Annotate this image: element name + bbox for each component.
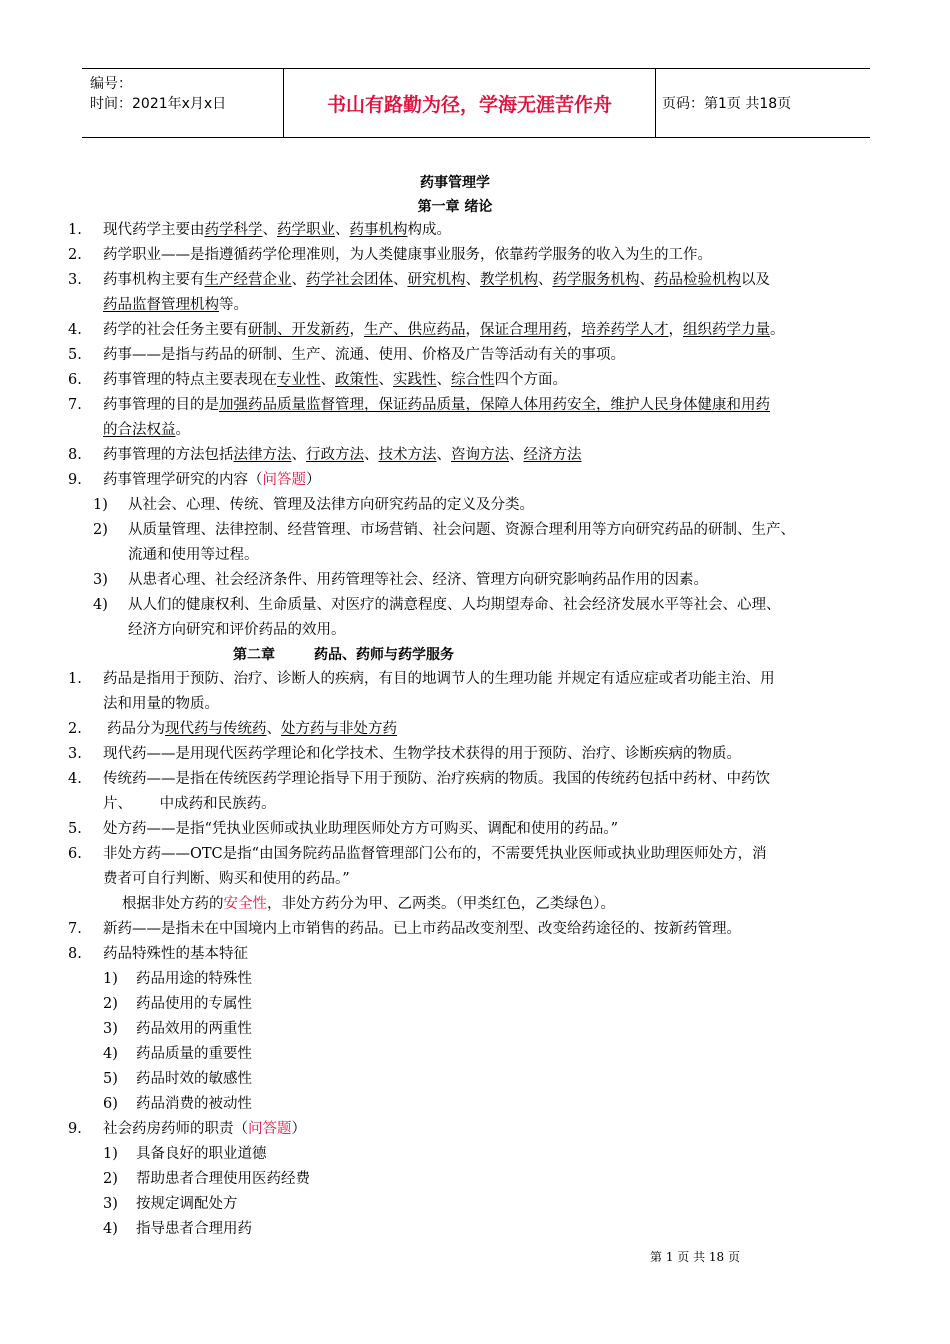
doc-title: 药事管理学 [420,175,490,191]
feature-3: 药品效用的两重性 [136,1021,252,1037]
item-number: 5. [68,347,82,363]
sub-number: 3) [103,1196,118,1212]
ch1-item-6: 药事管理的特点主要表现在专业性、政策性、实践性、综合性四个方面。 [103,372,567,388]
item-number: 1. [68,671,82,687]
chapter-1-heading: 第一章 绪论 [417,199,493,215]
sub-number: 1) [103,971,118,987]
sub-number: 2) [103,1171,118,1187]
ch2-item-9: 社会药房药师的职责（问答题） [103,1121,306,1137]
sub-number: 4) [103,1221,118,1237]
ch1-sub-2-cont: 流通和使用等过程。 [128,547,259,563]
duty-4: 指导患者合理用药 [136,1221,252,1237]
sub-number: 3) [93,572,108,588]
item-number: 8. [68,447,82,463]
item-number: 8. [68,946,82,962]
item-number: 1. [68,222,82,238]
time-label: 时间：2021年x月x日 [90,96,227,112]
item-number: 2. [68,721,82,737]
item-number: 6. [68,846,82,862]
ch2-item-6: 非处方药——OTC是指“由国务院药品监督管理部门公布的，不需要凭执业医师或执业助理医师处方，消 [103,846,767,862]
ch2-item-3: 现代药——是用现代医药学理论和化学技术、生物学技术获得的用于预防、治疗、诊断疾病的物质。 [103,746,741,762]
ch2-item-1: 药品是指用于预防、治疗、诊断人的疾病，有目的地调节人的生理功能 并规定有适应症或者功能主治、用 [103,671,775,687]
ch1-item-8: 药事管理的方法包括法律方法、行政方法、技术方法、咨询方法、经济方法 [103,447,582,463]
feature-2: 药品使用的专属性 [136,996,252,1012]
item-number: 3. [68,272,82,288]
item-number: 4. [68,771,82,787]
page-footer [0,1248,950,1265]
ch1-sub-1: 从社会、心理、传统、管理及法律方向研究药品的定义及分类。 [128,497,534,513]
ch1-sub-3: 从患者心理、社会经济条件、用药管理等社会、经济、管理方向研究影响药品作用的因素。 [128,572,708,588]
ch1-item-7-cont: 的合法权益。 [103,422,190,438]
sub-number: 4) [103,1046,118,1062]
ch1-item-4: 药学的社会任务主要有研制、开发新药，生产、供应药品，保证合理用药，培养药学人才，组织药学力量。 [103,322,785,338]
ch2-item-4: 传统药——是指在传统医药学理论指导下用于预防、治疗疾病的物质。我国的传统药包括中药材、中药饮 [103,771,770,787]
footer-page-number: 第 1 页 共 18 页 [650,1250,740,1264]
ch2-item-4-cont: 片、 中成药和民族药。 [103,796,276,812]
item-number: 5. [68,821,82,837]
ch1-item-2: 药学职业——是指遵循药学伦理准则，为人类健康事业服务，依靠药学服务的收入为生的工作。 [103,247,712,263]
item-number: 6. [68,372,82,388]
sub-number: 4) [93,597,108,613]
feature-1: 药品用途的特殊性 [136,971,252,987]
sub-number: 1) [103,1146,118,1162]
feature-6: 药品消费的被动性 [136,1096,252,1112]
ch2-item-7: 新药——是指未在中国境内上市销售的药品。已上市药品改变剂型、改变给药途径的、按新药管理。 [103,921,741,937]
duty-1: 具备良好的职业道德 [136,1146,267,1162]
item-number: 2. [68,247,82,263]
chapter-2-heading: 第二章 药品、药师与药学服务 [233,647,454,663]
feature-4: 药品质量的重要性 [136,1046,252,1062]
motto: 书山有路勤为径，学海无涯苦作舟 [283,69,656,137]
ch2-item-5: 处方药——是指“凭执业医师或执业助理医师处方方可购买、调配和使用的药品。” [103,821,619,837]
ch1-item-9: 药事管理学研究的内容（问答题） [103,472,321,488]
header-table [82,68,870,138]
ch2-item-6-cont: 费者可自行判断、购买和使用的药品。” [103,871,350,887]
ch2-item-1-cont: 法和用量的物质。 [103,696,219,712]
sub-number: 6) [103,1096,118,1112]
duty-3: 按规定调配处方 [136,1196,238,1212]
ch1-item-1: 现代药学主要由药学科学、药学职业、药事机构构成。 [103,222,451,238]
ch1-sub-4: 从人们的健康权利、生命质量、对医疗的满意程度、人均期望寿命、社会经济发展水平等社会、心理、 [128,597,781,613]
sub-number: 3) [103,1021,118,1037]
ch1-sub-2: 从质量管理、法律控制、经营管理、市场营销、社会问题、资源合理利用等方向研究药品的研制、生产、 [128,522,795,538]
ch2-item-8: 药品特殊性的基本特征 [103,946,248,962]
ch1-item-7: 药事管理的目的是加强药品质量监督管理，保证药品质量，保障人体用药安全，维护人民身体健康和用药 [103,397,770,413]
sub-number: 2) [93,522,108,538]
ch2-item-6-note: 根据非处方药的安全性，非处方药分为甲、乙两类。（甲类红色，乙类绿色）。 [122,896,615,912]
code-label: 编号： [90,76,132,92]
item-number: 4. [68,322,82,338]
page-label: 页码：第1页 共18页 [662,96,792,112]
header-left-cell [82,69,282,137]
duty-2: 帮助患者合理使用医药经费 [136,1171,310,1187]
ch1-item-3: 药事机构主要有生产经营企业、药学社会团体、研究机构、教学机构、药学服务机构、药品检验机构以及 [103,272,770,288]
item-number: 3. [68,746,82,762]
item-number: 7. [68,921,82,937]
ch2-item-2: 药品分为现代药与传统药、处方药与非处方药 [107,721,397,737]
ch1-item-3-cont: 药品监督管理机构等。 [103,297,248,313]
sub-number: 2) [103,996,118,1012]
item-number: 7. [68,397,82,413]
ch1-sub-4-cont: 经济方向研究和评价药品的效用。 [128,622,346,638]
item-number: 9. [68,1121,82,1137]
sub-number: 5) [103,1071,118,1087]
item-number: 9. [68,472,82,488]
feature-5: 药品时效的敏感性 [136,1071,252,1087]
sub-number: 1) [93,497,108,513]
ch1-item-5: 药事——是指与药品的研制、生产、流通、使用、价格及广告等活动有关的事项。 [103,347,625,363]
